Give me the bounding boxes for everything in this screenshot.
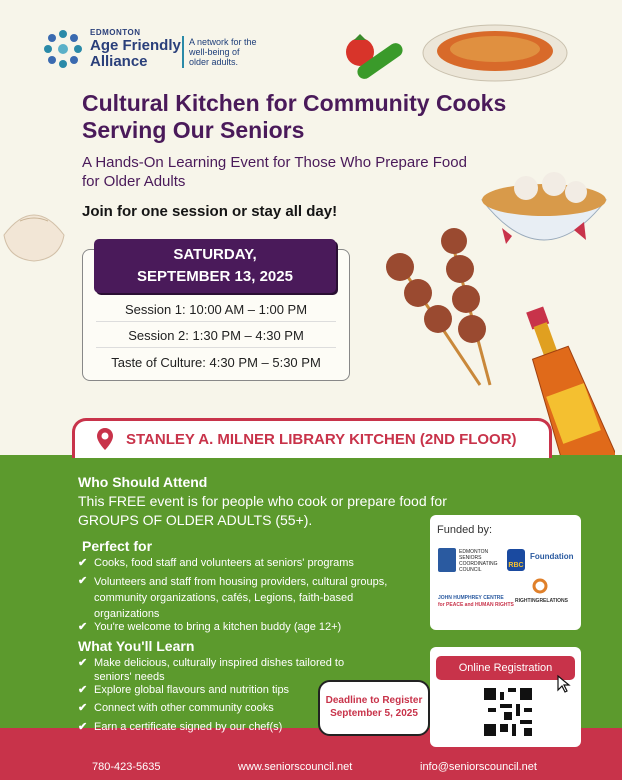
divider xyxy=(96,321,336,322)
rbc-logo: RBC xyxy=(507,549,525,571)
tomato-cucumber-illustration xyxy=(340,30,410,90)
righting-relations-logo-icon xyxy=(532,578,548,594)
list-item: ✔ Make delicious, culturally inspired dishes tailored to seniors' needs xyxy=(78,657,345,683)
rbc-foundation: Foundation xyxy=(530,552,574,561)
location-text: STANLEY A. MILNER LIBRARY KITCHEN (2ND FLOOR) xyxy=(126,431,517,448)
list-item: ✔ Volunteers and staff from housing providers, cultural groups, community organizations, cafés, Legions, faith-based organizations xyxy=(78,575,388,620)
checkmark-icon: ✔ xyxy=(78,557,88,569)
event-title: Cultural Kitchen for Community Cooks Serving Our Seniors xyxy=(82,90,507,143)
checkmark-icon: ✔ xyxy=(78,621,88,633)
checkmark-icon: ✔ xyxy=(78,684,88,696)
join-tagline: Join for one session or stay all day! xyxy=(82,203,338,220)
checkmark-icon: ✔ xyxy=(78,657,88,669)
footer-phone[interactable]: 780-423-5635 xyxy=(92,761,161,773)
esc-logo-icon xyxy=(438,548,456,572)
session-taste: Taste of Culture: 4:30 PM – 5:30 PM xyxy=(111,355,321,370)
date-full: SEPTEMBER 13, 2025 xyxy=(137,268,293,285)
alliance-logo-icon xyxy=(42,28,84,70)
org-tagline: A network for the well-being of older adults. xyxy=(189,37,257,67)
deadline-date: September 5, 2025 xyxy=(330,708,418,719)
footer-website[interactable]: www.seniorscouncil.net xyxy=(238,761,353,773)
org-name-line2: Alliance xyxy=(90,53,148,70)
learn-heading: What You'll Learn xyxy=(78,638,195,654)
who-text: This FREE event is for people who cook or prepare food for GROUPS OF OLDER ADULTS (55+). xyxy=(78,493,447,528)
jhc-line1: JOHN HUMPHREY CENTRE xyxy=(438,595,504,601)
session-1: Session 1: 10:00 AM – 1:00 PM xyxy=(124,302,308,317)
esc-name: EDMONTON SENIORS COORDINATING COUNCIL xyxy=(459,549,498,573)
list-item: ✔ Connect with other community cooks xyxy=(78,702,274,714)
date-banner xyxy=(94,239,336,293)
dumpling-illustration xyxy=(0,195,68,265)
righting-relations-name: RIGHTINGRELATIONS xyxy=(515,598,568,604)
date-day: SATURDAY, xyxy=(173,246,257,263)
list-item: ✔ Cooks, food staff and volunteers at seniors' programs xyxy=(78,557,354,569)
list-item: ✔ You're welcome to bring a kitchen buddy (age 12+) xyxy=(78,621,342,633)
qr-code[interactable] xyxy=(484,688,532,736)
deadline-bubble xyxy=(318,680,430,736)
list-item: ✔ Earn a certificate signed by our chef(s) xyxy=(78,721,283,733)
rice-dish-illustration xyxy=(420,15,570,85)
online-registration-button[interactable]: Online Registration xyxy=(436,656,575,680)
session-2: Session 2: 1:30 PM – 4:30 PM xyxy=(128,328,304,343)
org-name-line1: Age Friendly xyxy=(90,37,181,54)
footer-email[interactable]: info@seniorscouncil.net xyxy=(420,761,537,773)
event-subtitle: A Hands-On Learning Event for Those Who Prepare Food for Older Adults xyxy=(82,154,467,190)
checkmark-icon: ✔ xyxy=(78,575,88,587)
logo-divider xyxy=(182,36,184,68)
cursor-click-icon xyxy=(552,672,574,694)
checkmark-icon: ✔ xyxy=(78,702,88,714)
org-city: EDMONTON xyxy=(90,28,141,37)
deadline-label: Deadline to Register xyxy=(325,695,423,706)
perfect-heading: Perfect for xyxy=(82,538,153,554)
who-heading: Who Should Attend xyxy=(78,474,208,490)
jhc-line2: for PEACE and HUMAN RIGHTS xyxy=(438,602,514,608)
checkmark-icon: ✔ xyxy=(78,721,88,733)
meatball-skewer-illustration xyxy=(380,225,510,395)
location-pin-icon xyxy=(96,427,114,451)
funded-heading: Funded by: xyxy=(437,524,493,536)
list-item: ✔ Explore global flavours and nutrition tips xyxy=(78,684,290,696)
divider xyxy=(96,347,336,348)
